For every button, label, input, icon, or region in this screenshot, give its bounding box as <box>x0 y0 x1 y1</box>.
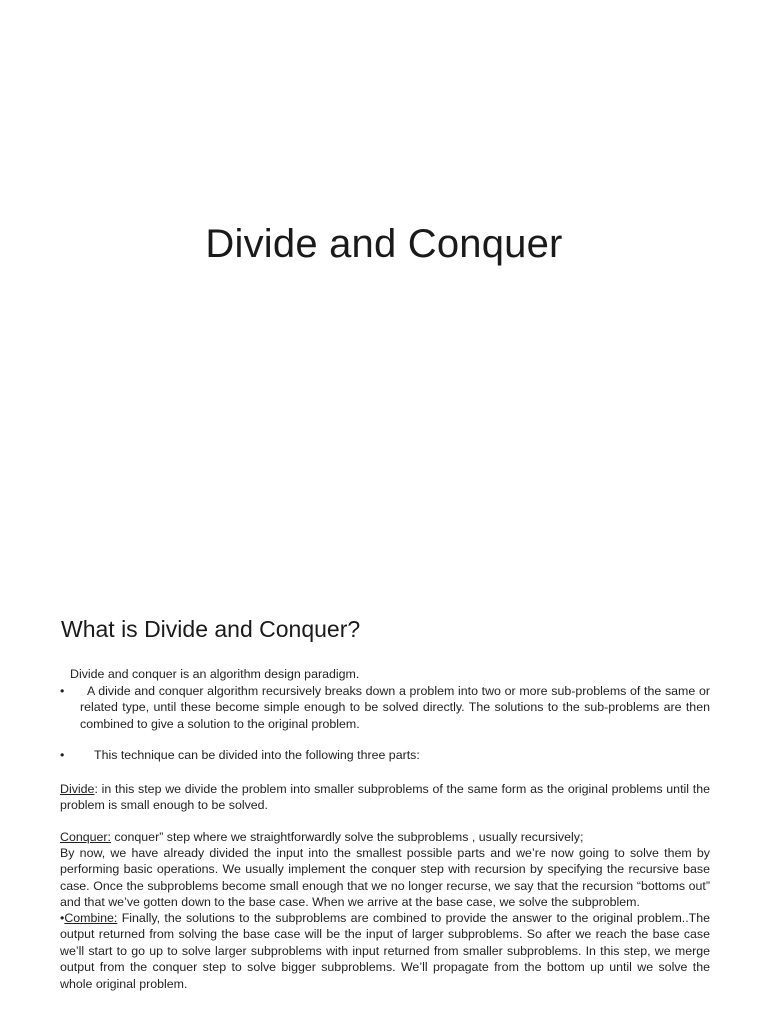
intro-text: Divide and conquer is an algorithm design paradigm. <box>70 667 360 681</box>
conquer-text: conquer” step where we straightforwardly solve the subproblems , usually recursively; <box>110 830 584 844</box>
slide-title: Divide and Conquer <box>205 222 563 266</box>
bullet-item-recursive-breakdown <box>60 683 710 732</box>
bullet-icon: • <box>60 748 65 762</box>
bullet-text: A divide and conquer algorithm recursively breaks down a problem into two or more sub-problems of the same or related type, until these become simple enough to be solved directly. The solutions to the sub-problems are then combined to give a solution to the original problem. <box>80 684 710 731</box>
combine-bullet-icon: • <box>60 911 65 925</box>
bullet-icon: • <box>60 684 65 698</box>
section-heading: What is Divide and Conquer? <box>61 616 361 642</box>
conquer-heading-line <box>60 829 710 845</box>
divide-label: Divide <box>60 782 95 796</box>
divide-text: : in this step we divide the problem into smaller subproblems of the same form as the original problems until the problem is small enough to be solved. <box>60 782 710 813</box>
bullet-item-three-parts <box>60 747 710 763</box>
combine-paragraph <box>60 910 710 992</box>
conquer-label: Conquer: <box>60 830 111 844</box>
divide-paragraph <box>60 781 710 814</box>
combine-label: Combine: <box>64 911 118 925</box>
conquer-body-paragraph: By now, we have already divided the input into the smallest possible parts and we’re now going to solve them by performing basic operations. We usually implement the conquer step with recursion by specifying the recursive base case. Once the subproblems become small enough that we no longer recurse, we say that the recursion “bottoms out” and that we’ve gotten down to the base case. When we arrive at the base case, we solve the subproblem. <box>60 846 710 910</box>
combine-text: Finally, the solutions to the subproblems are combined to provide the answer to the original problem..The output returned from solving the base case will be the input of larger subproblems. So after we reach the base case we’ll start to go up to solve larger subproblems with input returned from smaller subproblems. In this step, we merge output from the conquer step to solve bigger subproblems. We’ll propagate from the bottom up until we solve the whole original problem. <box>60 911 710 991</box>
bullet-text: This technique can be divided into the following three parts: <box>94 748 420 762</box>
